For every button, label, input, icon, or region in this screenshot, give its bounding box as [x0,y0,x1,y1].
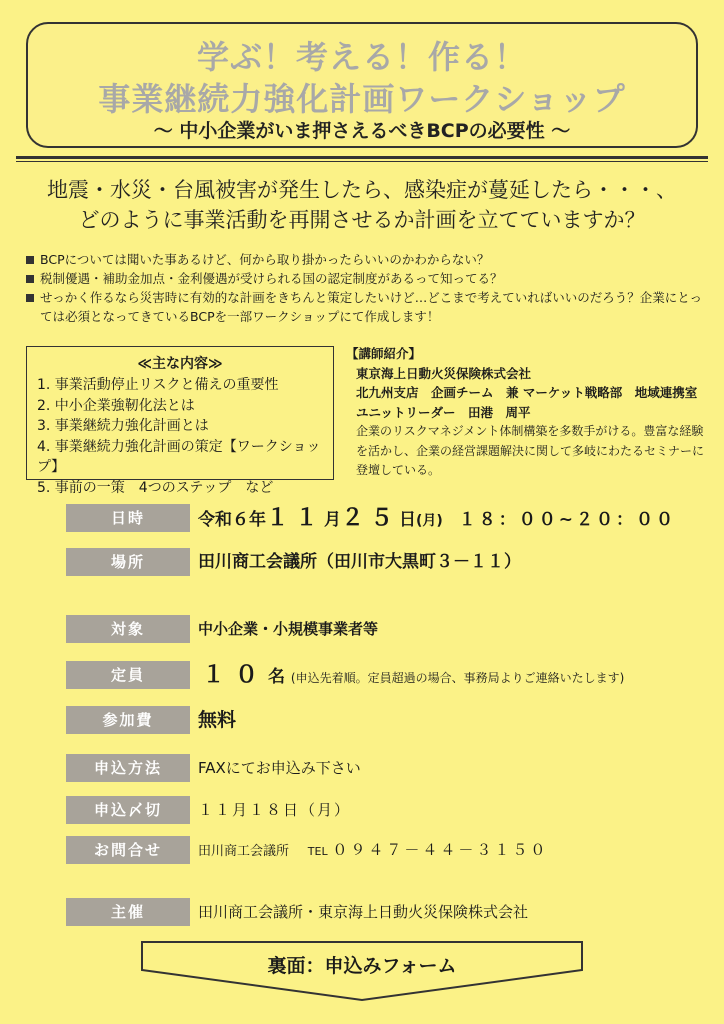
date-day-unit: 日 [399,510,416,530]
back-side-note: 裏面：申込みフォーム [267,955,457,977]
page-subtitle: ～ 中小企業がいま押さえるべきBCPの必要性 ～ [153,120,571,142]
page-title: 事業継続力強化計画ワークショップ [98,80,626,118]
lead-text-2: どのように事業活動を再開させるか計画を立てていますか？ [78,208,646,232]
method-label: 申込方法 [66,754,190,782]
contact-tel-prefix: TEL [307,845,328,858]
capacity-label: 定員 [66,661,190,689]
contact-value [198,836,548,864]
divider [16,156,708,159]
contact-tel: ０９４７－４４－３１５０ [332,841,549,859]
lead-text-1: 地震・水災・台風被害が発生したら、感染症が蔓延したら・・・、 [47,178,677,202]
deadline-value: １１月１８日（月） [198,801,352,819]
contents-list [37,375,333,498]
host-value: 田川商工会議所・東京海上日動火災保険株式会社 [198,903,529,921]
fee-value: 無料 [198,709,237,731]
contents-item: 5. 事前の一策 4つのステップ など [37,479,274,496]
capacity-note: (申込先着順。定員超過の場合、事務局よりご連絡いたします) [290,671,625,685]
target-label: 対象 [66,615,190,643]
contents-item: 1. 事業活動停止リスクと備えの重要性 [37,377,279,393]
date-day: ２５ [341,505,399,531]
contents-item: 2. 中小企業強靭化法とは [37,397,195,414]
lecturer-company: 東京海上日動火災保険株式会社 [356,365,532,381]
capacity-value [198,661,624,689]
contact-org: 田川商工会議所 [198,844,290,859]
bullet-item: BCPについては聞いた事あるけど、何から取り掛かったらいいのかわからない？ [24,250,704,269]
divider [16,161,708,162]
date-month-unit: 月 [324,510,341,530]
lecturer-dept: 北九州支店 企画チーム 兼 マーケット戦略部 地域連携室 [356,385,698,400]
contents-item: 4. 事業継続力強化計画の策定【ワークショップ】 [37,438,321,475]
date-era: 令和６年 [198,510,266,530]
venue-value: 田川商工会議所（田川市大黒町３－１１） [198,552,521,572]
contact-label: お問合せ [66,836,190,864]
method-value: FAXにてお申込み下さい [198,759,361,777]
lecturer-section [346,344,708,481]
contents-item: 3. 事業継続力強化計画とは [37,418,209,434]
title-catchphrase: 学ぶ！考える！作る！ [196,38,527,76]
deadline-label: 申込〆切 [66,796,190,824]
host-label: 主催 [66,898,190,926]
target-value: 中小企業・小規模事業者等 [198,620,379,638]
date-time: １８：００~２０：００ [458,510,676,530]
bullet-item: せっかく作るなら災害時に有効的な計画をきちんと策定したいけど…どこまで考えていればいいのだろう？企業にとっては必須となってきているBCPを一部ワークショップにて作成します！ [24,288,704,326]
lecturer-heading: 【講師紹介】 [346,346,422,361]
date-weekday: (月) [416,513,443,529]
date-value [198,504,676,532]
venue-label: 場所 [66,548,190,576]
title-box [26,22,698,148]
capacity-unit: 名 [268,667,285,687]
bullet-list [24,250,704,326]
date-month: １１ [266,505,324,531]
contents-title: ≪主な内容≫ [137,356,223,372]
date-label: 日時 [66,504,190,532]
fee-label: 参加費 [66,706,190,734]
main-contents-box [26,346,334,496]
bullet-item: 税制優遇・補助金加点・金利優遇が受けられる国の認定制度があるって知ってる？ [24,269,704,288]
capacity-number: １０ [202,662,268,688]
lecturer-name: ユニットリーダー 田港 周平 [356,404,531,420]
lecturer-description: 企業のリスクマネジメント体制構築を多数手がける。豊富な経験を活かし、企業の経営課題解決に関して多岐にわたるセミナーに登壇している。 [356,424,705,477]
